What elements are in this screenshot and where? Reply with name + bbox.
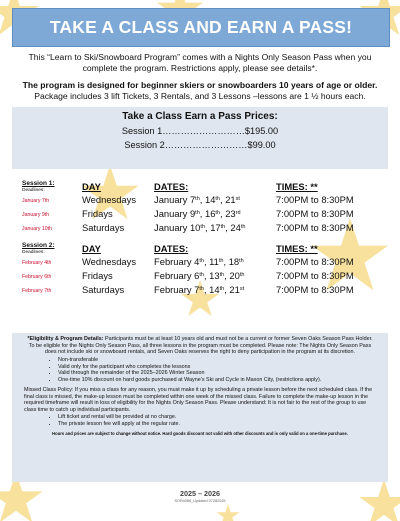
page-title: TAKE A CLASS AND EARN A PASS! — [49, 17, 353, 37]
star-icon — [217, 504, 240, 521]
session-dates: February 6th, 13th, 20th — [154, 270, 245, 281]
price-line-session-2 — [12, 141, 388, 150]
program-audience-note: The program is designed for beginner skiers or snowboarders 10 years of age or older. — [22, 80, 378, 90]
fine-print: Hours and prices are subject to change without notice. Hard goods discount not valid with other discounts and is only valid on a one-time purchase. — [52, 430, 348, 436]
session-dates: February 7th, 14th, 21st — [154, 284, 245, 295]
column-header-times: TIMES: ** — [276, 243, 318, 254]
session-day: Wednesdays — [82, 194, 137, 205]
session-time: 7:00PM to 8:30PM — [276, 208, 354, 219]
column-header-times: TIMES: ** — [276, 181, 318, 192]
session-dates: January 10th, 17th, 24th — [154, 222, 246, 233]
column-header-dates: DATES: — [154, 243, 189, 254]
deadline-date: January 7th — [22, 198, 50, 204]
session-time: 7:00PM to 8:30PM — [276, 270, 354, 281]
package-contents-note: Package includes 3 lift Tickets, 3 Rentals, and 3 Lessons –lessons are 1 ½ hours each. — [34, 91, 366, 101]
session-day: Saturdays — [82, 222, 125, 233]
list-item: • Valid through the remainder of the 2025–2026 Winter Season — [58, 370, 376, 377]
deadline-date: February 4th — [22, 260, 52, 266]
details-box — [12, 333, 388, 482]
list-item: • One-time 10% discount on hard goods purchased at Wayne’s Ski and Cycle in Maxon City, (restrictions apply). — [58, 377, 376, 384]
list-item: • Valid only for the participant who completes the lessons — [58, 364, 376, 371]
price-value: $99.00 — [247, 140, 276, 150]
price-leader: ……………………… — [164, 140, 248, 150]
deadlines-label: Deadlines: — [22, 250, 45, 255]
price-label: Session 2 — [124, 140, 165, 150]
deadline-date: February 6th — [22, 274, 52, 280]
session-day: Saturdays — [82, 284, 125, 295]
list-item: • Non-transferable — [58, 357, 376, 364]
session-day: Wednesdays — [82, 256, 137, 267]
price-leader: ……………………… — [162, 126, 245, 136]
footer — [0, 489, 400, 503]
session-dates: January 7th, 14th, 21st — [154, 194, 240, 205]
eligibility-paragraph: *Eligibility & Program Details: Participants must be at least 10 years old and must not be a current or former Seven Oaks Season Pass Holder. To be eligible for the Nights Only Season Pass, all three lessons in the program must be completed. Please note: The Nights Only Season Pass does not include ski or snowboard rentals, and Seven Oaks reserves the right to deny participation in the program at its discretion. — [27, 336, 373, 356]
deadline-date: January 9th — [22, 212, 50, 218]
intro-paragraph: This “Learn to Ski/Snowboard Program” comes with a Nights Only Season Pass when you complete the program. Restrictions apply, please see details*. — [28, 52, 372, 73]
season-year: 2025 – 2026 — [180, 489, 220, 498]
session-dates: January 9th, 16th, 23rd — [154, 208, 241, 219]
column-header-dates: DATES: — [154, 181, 189, 192]
session-day: Fridays — [82, 208, 113, 219]
prices-box — [12, 107, 388, 169]
price-value: $195.00 — [244, 126, 279, 136]
eligibility-heading: *Eligibility & Program Details: — [27, 336, 104, 342]
intro-section — [18, 52, 382, 102]
prices-title: Take a Class Earn a Pass Prices: — [122, 111, 278, 122]
session-time: 7:00PM to 8:30PM — [276, 256, 354, 267]
session-time: 7:00PM to 8:30PM — [276, 222, 354, 233]
session-time: 7:00PM to 8:30PM — [276, 194, 354, 205]
missed-class-bullets — [24, 414, 376, 428]
column-header-day: DAY — [82, 181, 101, 192]
list-item: • Lift ticket and rental will be provided at no charge. — [58, 414, 376, 421]
column-header-day: DAY — [82, 243, 101, 254]
session-dates: February 4th, 11th, 18th — [154, 256, 244, 267]
deadline-date: February 7th — [22, 288, 52, 294]
missed-class-policy: Missed Class Policy: If you miss a class for any reason, you must make it up by scheduling a private lesson before the next scheduled class. If the final class is missed, the make-up lesson must be completed within one week of the missed class. Failure to complete the make-up lesson in the required timeframe will result in loss of eligibility for the Nights Only Season Pass. Please understand: It is not fair to the rest of the group to use class time to catch up individual participants. — [24, 386, 373, 413]
deadlines-label: Deadlines: — [22, 188, 45, 193]
session-day: Fridays — [82, 270, 113, 281]
session-label: Session 2: — [22, 242, 55, 249]
session-time: 7:00PM to 8:30PM — [276, 284, 354, 295]
price-line-session-1 — [12, 127, 388, 136]
eligibility-bullets — [24, 357, 376, 384]
document-code: SOR4086_Updated 07282025 — [174, 499, 226, 503]
title-banner — [12, 8, 390, 47]
price-label: Session 1 — [121, 126, 163, 136]
session-label: Session 1: — [22, 180, 55, 187]
deadline-date: January 10th — [22, 226, 52, 232]
list-item: • The private lesson fee will apply at the regular rate. — [58, 421, 376, 428]
